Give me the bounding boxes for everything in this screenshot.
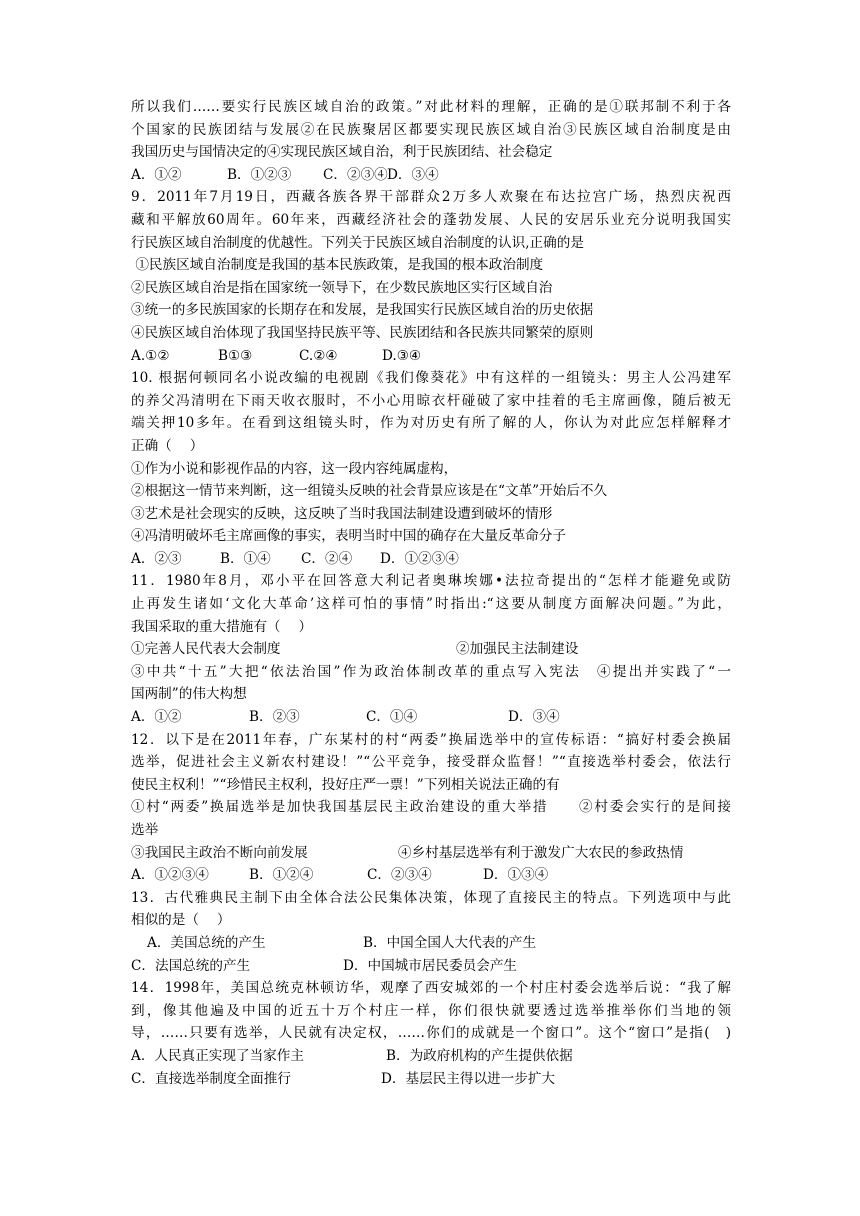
- q10-options: [131, 548, 731, 571]
- q14-line-1: 14．1998年，美国总统克林顿访华，观摩了西安城郊的一个村庄村委会选举后说：“我了解: [131, 980, 731, 997]
- q11-statement-1: ①完善人民代表大会制度: [131, 641, 281, 658]
- q12-option-a: A．①②③④: [131, 867, 209, 884]
- q13-option-b: B．中国全国人大代表的产生: [363, 934, 537, 951]
- q11-options: [131, 706, 731, 729]
- q14-option-a: A．人民真正实现了当家作主: [131, 1047, 304, 1064]
- q13-option-c: C．法国总统的产生: [131, 957, 251, 974]
- q13-options-ab: [131, 932, 731, 955]
- q8-line-2: 个国家的民族团结与发展②在民族聚居区都要实现民族区域自治③民族区域自治制度是由: [131, 121, 731, 138]
- q12-option-b: B．①②④: [249, 867, 314, 884]
- q13-option-d: D．中国城市居民委员会产生: [343, 957, 518, 974]
- q10-option-b: B．①④: [220, 550, 271, 567]
- q11-statement-3-4: ③中共“十五”大把“依法治国”作为政治体制改革的重点写入宪法 ④提出并实践了“一: [131, 663, 731, 680]
- q9-option-d: D.③④: [382, 347, 422, 364]
- q13-line-1: 13．古代雅典民主制下由全体合法公民集体决策，体现了直接民主的特点。下列选项中与此: [131, 889, 731, 906]
- q8-options: [131, 164, 731, 187]
- q11-option-a: A．①②: [131, 709, 182, 726]
- q10-option-c: C．②④: [301, 550, 353, 567]
- q8-option-a: A．①②: [131, 166, 182, 183]
- q10-line-3: 端关押10多年。在看到这组镜头时，作为对历史有所了解的人，你认为对此应怎样解释才: [131, 415, 731, 432]
- q10-option-d: D．①②③④: [380, 550, 459, 567]
- exam-text: [131, 96, 731, 1090]
- q12-line-3: 使民主权利！”“珍惜民主权利，投好庄严一票！”下列相关说法正确的有: [131, 776, 560, 793]
- q9-statement-3: ③统一的多民族国家的长期存在和发展，是我国实行民族区域自治的历史依据: [131, 302, 594, 319]
- q12-statements-3-4: [131, 842, 731, 865]
- q9-options: [131, 345, 731, 368]
- q12-option-c: C．②③④: [367, 867, 432, 884]
- q9-line-1: 9．2011年7月19日，西藏各族各界干部群众2万多人欢聚在布达拉宫广场，热烈庆祝西: [131, 189, 731, 206]
- q11-option-b: B．②③: [249, 709, 300, 726]
- q10-option-a: A．②③: [131, 550, 182, 567]
- q9-statement-1: ①民族区域自治制度是我国的基本民族政策，是我国的根本政治制度: [131, 257, 544, 274]
- q12-statement-3: ③我国民主政治不断向前发展: [131, 844, 308, 861]
- q8-option-b: B．①②③: [227, 166, 292, 183]
- q14-option-b: B．为政府机构的产生提供依据: [386, 1047, 573, 1064]
- q12-option-d: D．①③④: [483, 867, 549, 884]
- q9-line-3: 行民族区域自治制度的优越性。下列关于民族区域自治制度的认识,正确的是: [131, 234, 584, 251]
- q11-statement-4-cont: 国两制”的伟大构想: [131, 686, 247, 703]
- q14-options-cd: [131, 1068, 731, 1091]
- q10-statement-1: ①作为小说和影视作品的内容，这一段内容纯属虚构，: [131, 460, 458, 477]
- q12-line-1: 12．以下是在2011年春，广东某村的村“两委”换届选举中的宣传标语：“搞好村委会换届: [131, 731, 731, 748]
- q8-option-d: D．③④: [387, 166, 439, 183]
- q8-line-1: 所以我们……要实行民族区域自治的政策。”对此材料的理解，正确的是①联邦制不利于各: [131, 99, 731, 115]
- q14-line-3: 导，……只要有选举，人民就有决定权，……你们的成就是一个窗口”。这个“窗口”是指( ): [131, 1025, 731, 1042]
- q14-option-c: C．直接选举制度全面推行: [131, 1070, 291, 1087]
- q11-line-2: 止再发生诸如‘文化大革命’这样可怕的事情”时指出:“这要从制度方面解决问题。”为此，: [131, 596, 731, 613]
- q10-statement-2: ②根据这一情节来判断，这一组镜头反映的社会背景应该是在“文革”开始后不久: [131, 483, 608, 500]
- q12-statement-4: ④乡村基层选举有利于激发广大农民的参政热情: [398, 844, 684, 861]
- q11-option-c: C．①④: [366, 709, 418, 726]
- q10-statement-3: ③艺术是社会现实的反映，这反映了当时我国法制建设遭到破坏的情形: [131, 505, 553, 522]
- q10-line-1: 10. 根据何顿同名小说改编的电视剧《我们像葵花》中有这样的一组镜头：男主人公冯建军: [131, 370, 731, 387]
- q11-statement-2: ②加强民主法制建设: [456, 641, 579, 658]
- q9-statement-4: ④民族区域自治体现了我国坚持民族平等、民族团结和各民族共同繁荣的原则: [131, 324, 594, 341]
- q8-option-c: C．②③④: [323, 166, 388, 183]
- q14-option-d: D．基层民主得以进一步扩大: [381, 1070, 556, 1087]
- q11-option-d: D．③④: [508, 709, 560, 726]
- q14-line-2: 到，像其他遍及中国的近五十万个村庄一样，你们很快就要透过选举推举你们当地的领: [131, 1002, 731, 1019]
- q12-statement-1-2: ①村“两委”换届选举是加快我国基层民主政治建设的重大举措 ②村委会实行的是间接: [131, 799, 731, 816]
- q11-statements-1-2: [131, 638, 731, 661]
- q11-line-1: 11．1980年8月，邓小平在回答意大利记者奥琳埃娜•法拉奇提出的“怎样才能避免或防: [131, 573, 731, 590]
- q8-line-3: 我国历史与国情决定的④实现民族区域自治，利于民族团结、社会稳定: [131, 144, 553, 161]
- q13-option-a: A．美国总统的产生: [147, 934, 266, 951]
- q12-statement-2-cont: 选举: [131, 822, 159, 838]
- q9-line-2: 藏和平解放60周年。60年来，西藏经济社会的蓬勃发展、人民的安居乐业充分说明我国实: [131, 211, 731, 228]
- q12-options: [131, 864, 731, 887]
- q9-statement-2: ②民族区域自治是指在国家统一领导下，在少数民族地区实行区域自治: [131, 279, 553, 296]
- q12-line-2: 选举，促进社会主义新农村建设！”“公平竞争，接受群众监督！”“直接选举村委会，依法行: [131, 754, 731, 771]
- q10-line-2: 的养父冯清明在下雨天收衣服时，不小心用晾衣杆碰破了家中挂着的毛主席画像，随后被无: [131, 392, 731, 409]
- q11-line-3: 我国采取的重大措施有（ ）: [131, 618, 313, 635]
- q10-statement-4: ④冯清明破坏毛主席画像的事实，表明当时中国的确存在大量反革命分子: [131, 528, 566, 545]
- q13-options-cd: [131, 955, 731, 978]
- q10-line-4: 正确（ ）: [131, 437, 204, 454]
- q9-option-c: C.②④: [299, 347, 338, 364]
- q13-line-2: 相似的是（ ）: [131, 912, 231, 929]
- q9-option-b: B①③: [218, 347, 253, 364]
- q9-option-a: A.①②: [131, 347, 170, 364]
- q14-options-ab: [131, 1045, 731, 1068]
